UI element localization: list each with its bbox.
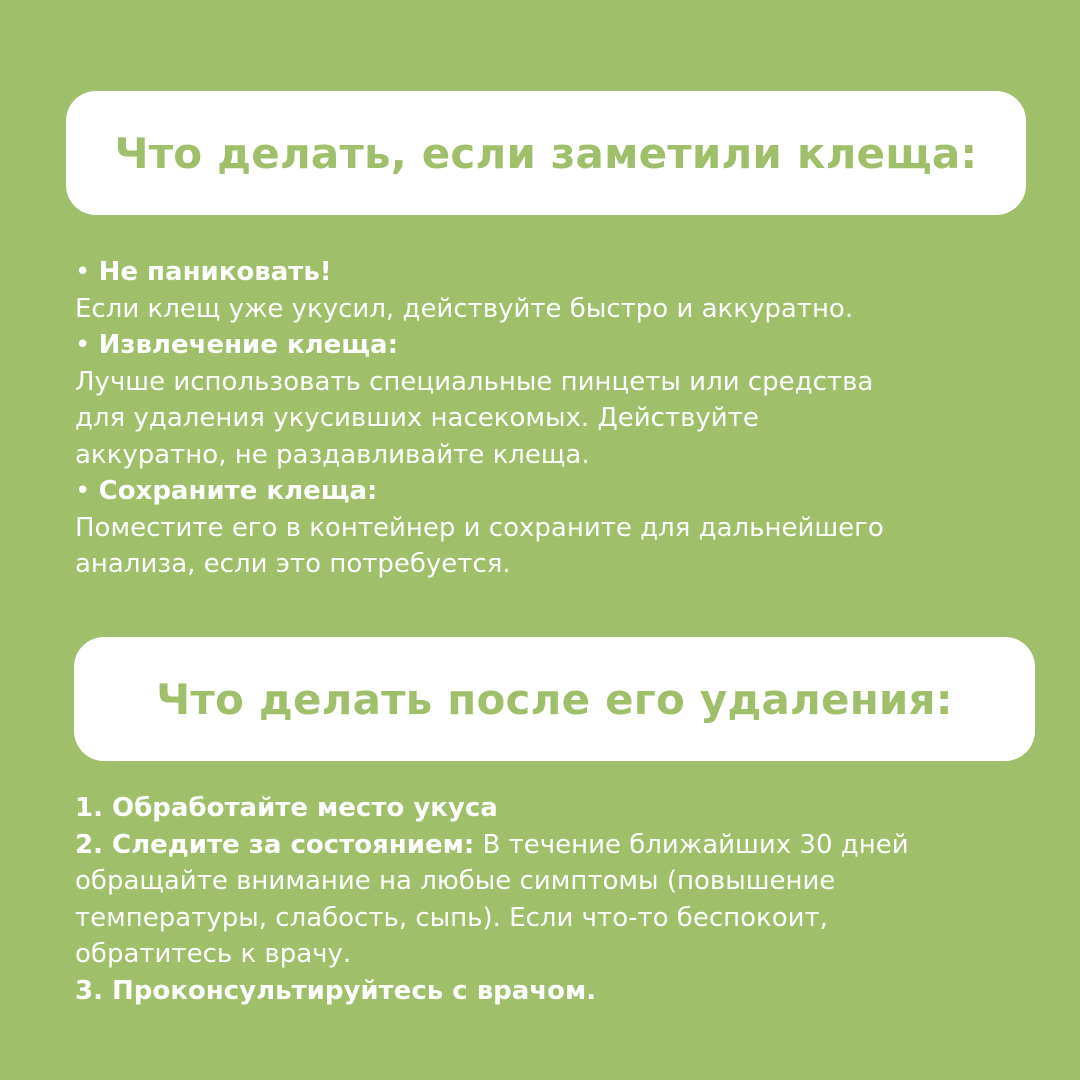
bullet: • bbox=[75, 476, 91, 506]
heading-after-removal: Что делать после его удаления: bbox=[156, 674, 953, 724]
step-2-text-line: обращайте внимание на любые симптомы (повышение bbox=[75, 866, 836, 896]
heading-what-to-do-if-tick: Что делать, если заметили клеща: bbox=[114, 128, 978, 178]
heading-card-what-to-do bbox=[66, 91, 1026, 215]
step-2-text: В течение ближайших 30 дней bbox=[482, 829, 909, 860]
step-2-first-line bbox=[75, 827, 1035, 864]
item-text-line: Поместите его в контейнер и сохраните для дальнейшего bbox=[75, 512, 884, 543]
after-removal-steps bbox=[75, 790, 1035, 1009]
item-extraction-heading bbox=[75, 327, 1035, 364]
item-title-save-tick: Сохраните клеща: bbox=[98, 476, 378, 506]
item-no-panic-heading bbox=[75, 254, 1035, 291]
step-2-text-line: обратитесь к врачу. bbox=[75, 939, 352, 969]
item-text-line: анализа, если это потребуется. bbox=[75, 549, 511, 579]
heading-card-after-removal bbox=[74, 637, 1035, 761]
item-text-line: Если клещ уже укусил, действуйте быстро и аккуратно. bbox=[75, 293, 854, 324]
tick-found-instructions bbox=[75, 254, 1035, 583]
item-title-extraction: Извлечение клеща: bbox=[98, 330, 398, 360]
item-save-tick-heading bbox=[75, 473, 1035, 510]
step-3-consult-doctor: 3. Проконсультируйтесь с врачом. bbox=[75, 975, 597, 1006]
step-2-text-line: температуры, слабость, сыпь). Если что-то беспокоит, bbox=[75, 902, 828, 933]
item-text-line: для удаления укусивших насекомых. Действуйте bbox=[75, 403, 759, 433]
item-text-line: аккуратно, не раздавливайте клеща. bbox=[75, 439, 590, 470]
bullet: • bbox=[75, 330, 91, 360]
step-1-treat-bite: 1. Обработайте место укуса bbox=[75, 793, 498, 823]
item-text-line: Лучше использовать специальные пинцеты или средства bbox=[75, 366, 874, 397]
bullet: • bbox=[75, 257, 91, 287]
item-title-no-panic: Не паниковать! bbox=[98, 257, 332, 287]
step-2-title: 2. Следите за состоянием: bbox=[75, 829, 475, 860]
